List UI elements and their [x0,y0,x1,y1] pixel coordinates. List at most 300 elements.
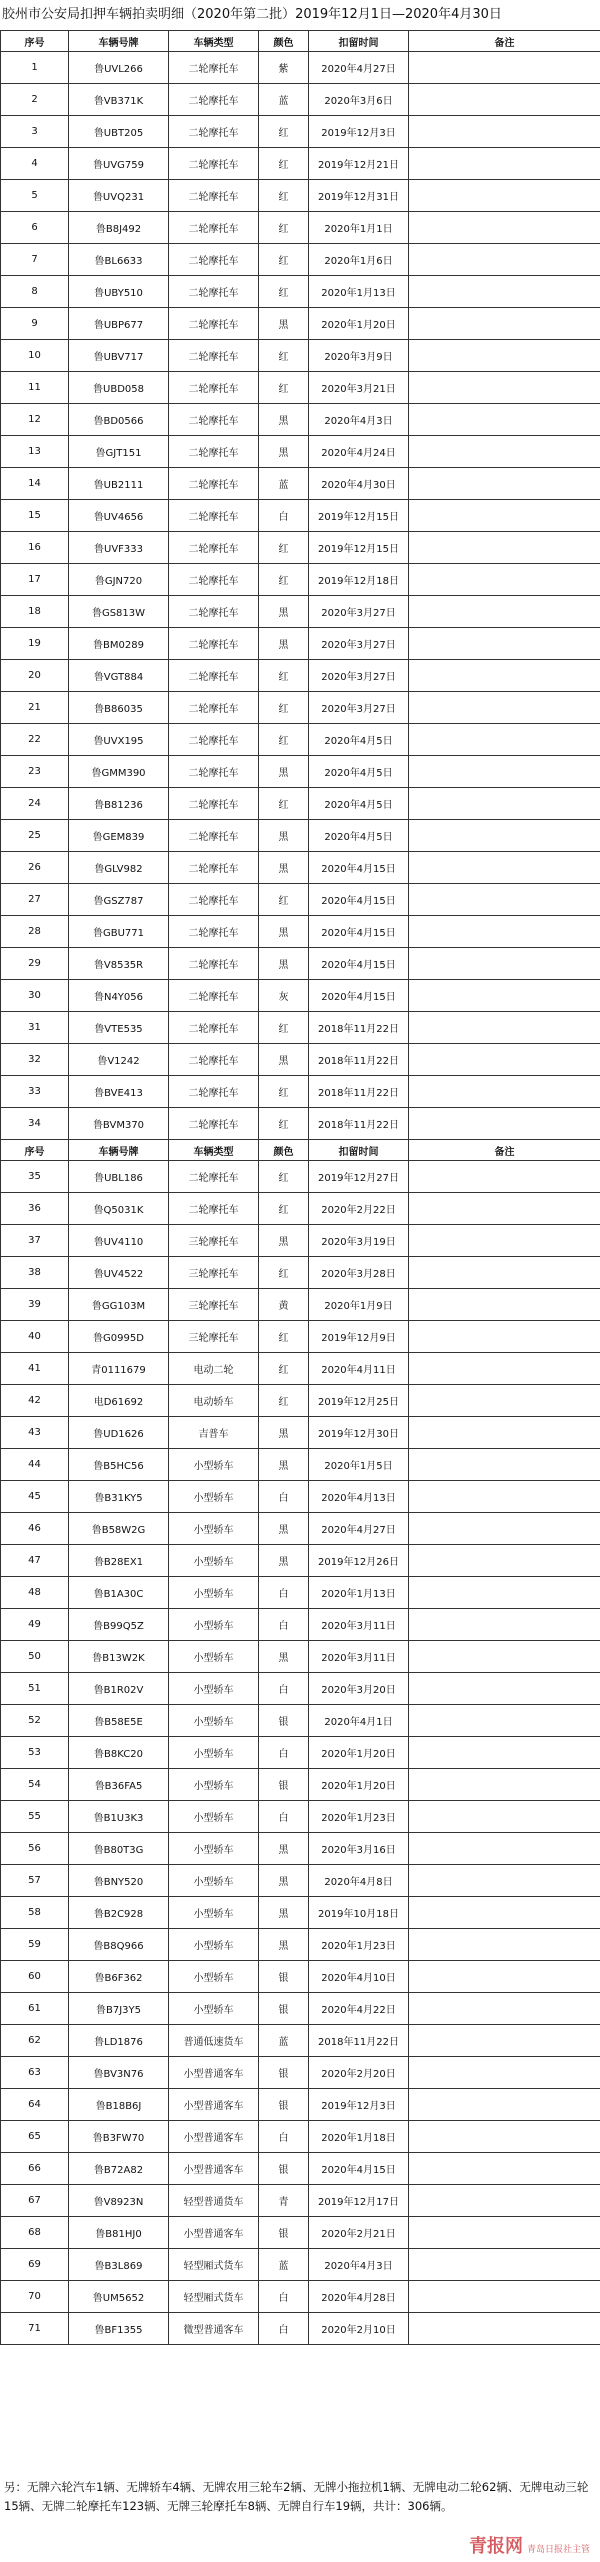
cell-color: 黑 [259,1929,309,1961]
table-row [1,2153,600,2185]
cell-remark [409,724,600,756]
cell-index: 37 [1,1225,69,1257]
cell-vehicle-type: 二轮摩托车 [169,84,259,116]
cell-remark [409,1833,600,1865]
cell-color: 白 [259,1609,309,1641]
cell-seized-date: 2020年3月6日 [309,84,409,116]
cell-index: 22 [1,724,69,756]
cell-color: 黑 [259,436,309,468]
cell-plate: 鲁UBD058 [69,372,169,404]
table-row [1,1076,600,1108]
cell-vehicle-type: 二轮摩托车 [169,1012,259,1044]
cell-plate: 鲁GG103M [69,1289,169,1321]
cell-remark [409,1321,600,1353]
table-row [1,1577,600,1609]
cell-seized-date: 2018年11月22日 [309,2025,409,2057]
cell-seized-date: 2019年12月3日 [309,2089,409,2121]
cell-seized-date: 2020年4月8日 [309,1865,409,1897]
cell-seized-date: 2020年4月1日 [309,1705,409,1737]
cell-index: 7 [1,244,69,276]
cell-index: 56 [1,1833,69,1865]
cell-color: 红 [259,660,309,692]
cell-seized-date: 2020年4月5日 [309,788,409,820]
cell-plate: 鲁V8535R [69,948,169,980]
table-row [1,84,600,116]
cell-index: 39 [1,1289,69,1321]
cell-index: 40 [1,1321,69,1353]
watermark-text: 青报网 [468,2536,523,2557]
watermark-subtext: 青岛日报社主管 [526,2545,590,2555]
cell-vehicle-type: 轻型厢式货车 [169,2249,259,2281]
cell-plate: 鲁B81236 [69,788,169,820]
table-row [1,1108,600,1140]
table-row [1,532,600,564]
cell-plate: 鲁GMM390 [69,756,169,788]
table-row [1,660,600,692]
cell-plate: 鲁B6F362 [69,1961,169,1993]
col-header-color: 颜色 [259,31,309,52]
cell-index: 5 [1,180,69,212]
cell-remark [409,1641,600,1673]
cell-vehicle-type: 微型普通客车 [169,2313,259,2345]
cell-vehicle-type: 二轮摩托车 [169,1108,259,1140]
cell-remark [409,2249,600,2281]
cell-color: 黑 [259,948,309,980]
cell-color: 黑 [259,1225,309,1257]
table-row [1,820,600,852]
cell-seized-date: 2020年4月22日 [309,1993,409,2025]
col-header-type: 车辆类型 [169,31,259,52]
cell-remark [409,980,600,1012]
cell-remark [409,372,600,404]
table-row [1,1897,600,1929]
cell-color: 黑 [259,1545,309,1577]
table-row [1,1353,600,1385]
cell-remark [409,308,600,340]
cell-remark [409,1076,600,1108]
cell-remark [409,1108,600,1140]
cell-plate: 鲁BM0289 [69,628,169,660]
cell-color: 黑 [259,308,309,340]
cell-plate: 鲁UVL266 [69,52,169,84]
cell-seized-date: 2020年2月20日 [309,2057,409,2089]
cell-vehicle-type: 小型轿车 [169,1513,259,1545]
cell-color: 蓝 [259,2249,309,2281]
cell-plate: 鲁B58E5E [69,1705,169,1737]
cell-seized-date: 2020年3月27日 [309,596,409,628]
table-row [1,1801,600,1833]
cell-vehicle-type: 二轮摩托车 [169,500,259,532]
cell-color: 红 [259,372,309,404]
cell-seized-date: 2020年4月5日 [309,820,409,852]
table-row [1,1417,600,1449]
table-row [1,1961,600,1993]
cell-remark [409,1225,600,1257]
cell-color: 黑 [259,596,309,628]
col-header-index: 序号 [1,1140,69,1161]
cell-vehicle-type: 二轮摩托车 [169,564,259,596]
cell-remark [409,436,600,468]
cell-remark [409,340,600,372]
table-row [1,1865,600,1897]
cell-color: 白 [259,1801,309,1833]
cell-remark [409,1044,600,1076]
cell-seized-date: 2020年1月20日 [309,1737,409,1769]
cell-plate: 鲁UM5652 [69,2281,169,2313]
cell-plate: 鲁V8923N [69,2185,169,2217]
table-row [1,2025,600,2057]
cell-index: 35 [1,1161,69,1193]
cell-plate: 鲁B81HJ0 [69,2217,169,2249]
table-row [1,2281,600,2313]
cell-seized-date: 2019年12月31日 [309,180,409,212]
cell-seized-date: 2020年3月27日 [309,692,409,724]
cell-plate: 鲁BF1355 [69,2313,169,2345]
cell-vehicle-type: 二轮摩托车 [169,116,259,148]
cell-plate: 鲁GBU771 [69,916,169,948]
cell-index: 36 [1,1193,69,1225]
cell-remark [409,1417,600,1449]
cell-plate: 鲁B58W2G [69,1513,169,1545]
table-row [1,1513,600,1545]
cell-plate: 鲁G0995D [69,1321,169,1353]
table-row [1,628,600,660]
cell-seized-date: 2018年11月22日 [309,1076,409,1108]
table-row [1,244,600,276]
cell-seized-date: 2020年3月27日 [309,628,409,660]
cell-seized-date: 2020年4月28日 [309,2281,409,2313]
cell-remark [409,1577,600,1609]
table-row [1,1833,600,1865]
cell-vehicle-type: 二轮摩托车 [169,852,259,884]
table-row [1,1321,600,1353]
cell-index: 17 [1,564,69,596]
table-row [1,1673,600,1705]
cell-remark [409,756,600,788]
cell-seized-date: 2020年3月28日 [309,1257,409,1289]
cell-vehicle-type: 二轮摩托车 [169,756,259,788]
cell-vehicle-type: 二轮摩托车 [169,1161,259,1193]
cell-plate: 鲁UB2111 [69,468,169,500]
table-row [1,2185,600,2217]
cell-remark [409,1481,600,1513]
cell-vehicle-type: 小型普通客车 [169,2057,259,2089]
cell-vehicle-type: 二轮摩托车 [169,628,259,660]
cell-remark [409,692,600,724]
cell-color: 黑 [259,404,309,436]
cell-color: 红 [259,884,309,916]
cell-plate: 鲁BVE413 [69,1076,169,1108]
cell-seized-date: 2020年4月27日 [309,52,409,84]
col-header-plate: 车辆号牌 [69,31,169,52]
cell-remark [409,1673,600,1705]
cell-plate: 鲁UBP677 [69,308,169,340]
cell-plate: 鲁B3FW70 [69,2121,169,2153]
cell-color: 黑 [259,820,309,852]
table-row [1,2057,600,2089]
cell-index: 68 [1,2217,69,2249]
cell-color: 红 [259,276,309,308]
table-row [1,564,600,596]
cell-plate: 鲁B36FA5 [69,1769,169,1801]
cell-index: 70 [1,2281,69,2313]
cell-plate: 鲁B5HC56 [69,1449,169,1481]
cell-color: 白 [259,1577,309,1609]
cell-index: 50 [1,1641,69,1673]
cell-vehicle-type: 二轮摩托车 [169,436,259,468]
cell-remark [409,116,600,148]
cell-index: 46 [1,1513,69,1545]
cell-vehicle-type: 二轮摩托车 [169,180,259,212]
cell-seized-date: 2019年10月18日 [309,1897,409,1929]
cell-remark [409,884,600,916]
cell-vehicle-type: 小型轿车 [169,1449,259,1481]
table-row [1,724,600,756]
cell-color: 红 [259,1076,309,1108]
cell-plate: 鲁B2C928 [69,1897,169,1929]
cell-vehicle-type: 小型普通客车 [169,2121,259,2153]
cell-seized-date: 2018年11月22日 [309,1108,409,1140]
table-row [1,276,600,308]
cell-seized-date: 2020年1月13日 [309,1577,409,1609]
cell-seized-date: 2020年4月5日 [309,724,409,756]
cell-color: 红 [259,1161,309,1193]
cell-vehicle-type: 二轮摩托车 [169,692,259,724]
cell-remark [409,52,600,84]
cell-vehicle-type: 三轮摩托车 [169,1257,259,1289]
cell-seized-date: 2020年4月5日 [309,756,409,788]
cell-index: 65 [1,2121,69,2153]
cell-color: 白 [259,2281,309,2313]
cell-seized-date: 2019年12月26日 [309,1545,409,1577]
cell-vehicle-type: 小型轿车 [169,1929,259,1961]
cell-color: 蓝 [259,468,309,500]
cell-remark [409,596,600,628]
cell-vehicle-type: 小型普通客车 [169,2217,259,2249]
cell-seized-date: 2020年4月30日 [309,468,409,500]
table-row [1,1641,600,1673]
table-row [1,2121,600,2153]
cell-index: 64 [1,2089,69,2121]
cell-seized-date: 2020年4月15日 [309,948,409,980]
table-row [1,340,600,372]
cell-color: 黑 [259,1641,309,1673]
cell-plate: 鲁UBL186 [69,1161,169,1193]
cell-index: 41 [1,1353,69,1385]
cell-vehicle-type: 二轮摩托车 [169,916,259,948]
cell-index: 26 [1,852,69,884]
cell-seized-date: 2019年12月25日 [309,1385,409,1417]
table-row [1,2313,600,2345]
col-header-remark: 备注 [409,1140,600,1161]
col-header-date: 扣留时间 [309,31,409,52]
cell-plate: 鲁B99Q5Z [69,1609,169,1641]
cell-color: 黑 [259,628,309,660]
cell-plate: 鲁B3L869 [69,2249,169,2281]
cell-vehicle-type: 吉普车 [169,1417,259,1449]
cell-plate: 鲁N4Y056 [69,980,169,1012]
cell-color: 蓝 [259,2025,309,2057]
cell-plate: 鲁UVF333 [69,532,169,564]
cell-plate: 鲁Q5031K [69,1193,169,1225]
cell-seized-date: 2020年4月3日 [309,2249,409,2281]
cell-remark [409,1449,600,1481]
cell-color: 红 [259,1193,309,1225]
cell-index: 52 [1,1705,69,1737]
cell-color: 黑 [259,1044,309,1076]
cell-color: 白 [259,1737,309,1769]
cell-color: 银 [259,1705,309,1737]
cell-index: 42 [1,1385,69,1417]
cell-vehicle-type: 二轮摩托车 [169,1193,259,1225]
table-row [1,916,600,948]
cell-plate: 鲁V1242 [69,1044,169,1076]
cell-vehicle-type: 二轮摩托车 [169,660,259,692]
cell-index: 3 [1,116,69,148]
cell-color: 红 [259,1353,309,1385]
cell-vehicle-type: 二轮摩托车 [169,532,259,564]
table-row [1,1609,600,1641]
cell-remark [409,1609,600,1641]
cell-plate: 鲁UV4656 [69,500,169,532]
cell-plate: 鲁B72A82 [69,2153,169,2185]
table-row [1,1993,600,2025]
cell-vehicle-type: 小型轿车 [169,1609,259,1641]
cell-seized-date: 2019年12月9日 [309,1321,409,1353]
cell-plate: 电D61692 [69,1385,169,1417]
cell-plate: 鲁B8Q966 [69,1929,169,1961]
cell-index: 15 [1,500,69,532]
cell-plate: 鲁B8KC20 [69,1737,169,1769]
col-header-index: 序号 [1,31,69,52]
cell-vehicle-type: 小型轿车 [169,1705,259,1737]
cell-plate: 鲁B86035 [69,692,169,724]
cell-remark [409,1993,600,2025]
cell-index: 34 [1,1108,69,1140]
cell-vehicle-type: 二轮摩托车 [169,724,259,756]
table-row [1,180,600,212]
cell-remark [409,1257,600,1289]
table-row [1,1044,600,1076]
cell-seized-date: 2020年3月16日 [309,1833,409,1865]
cell-color: 银 [259,1961,309,1993]
cell-seized-date: 2020年3月9日 [309,340,409,372]
cell-remark [409,2313,600,2345]
cell-color: 红 [259,340,309,372]
cell-seized-date: 2020年4月15日 [309,2153,409,2185]
table-row [1,1012,600,1044]
col-header-color: 颜色 [259,1140,309,1161]
cell-index: 67 [1,2185,69,2217]
cell-vehicle-type: 轻型厢式货车 [169,2281,259,2313]
cell-index: 6 [1,212,69,244]
cell-color: 红 [259,1385,309,1417]
cell-vehicle-type: 三轮摩托车 [169,1321,259,1353]
cell-seized-date: 2018年11月22日 [309,1044,409,1076]
cell-plate: 鲁BVM370 [69,1108,169,1140]
table-row [1,692,600,724]
table-row [1,372,600,404]
cell-index: 10 [1,340,69,372]
table-row [1,1193,600,1225]
cell-color: 红 [259,724,309,756]
cell-index: 54 [1,1769,69,1801]
cell-index: 28 [1,916,69,948]
cell-plate: 鲁UV4522 [69,1257,169,1289]
cell-seized-date: 2019年12月15日 [309,532,409,564]
cell-vehicle-type: 普通低速货车 [169,2025,259,2057]
cell-seized-date: 2020年4月13日 [309,1481,409,1513]
cell-seized-date: 2019年12月3日 [309,116,409,148]
cell-color: 银 [259,2217,309,2249]
cell-vehicle-type: 二轮摩托车 [169,372,259,404]
cell-vehicle-type: 三轮摩托车 [169,1289,259,1321]
col-header-remark: 备注 [409,31,600,52]
cell-color: 黄 [259,1289,309,1321]
cell-index: 38 [1,1257,69,1289]
cell-vehicle-type: 二轮摩托车 [169,52,259,84]
table-row [1,212,600,244]
cell-vehicle-type: 二轮摩托车 [169,340,259,372]
cell-color: 蓝 [259,84,309,116]
cell-vehicle-type: 小型普通客车 [169,2089,259,2121]
table-row [1,1161,600,1193]
table-row [1,2089,600,2121]
cell-plate: 鲁B7J3Y5 [69,1993,169,2025]
cell-index: 53 [1,1737,69,1769]
cell-remark [409,1289,600,1321]
cell-color: 黑 [259,1897,309,1929]
cell-index: 27 [1,884,69,916]
table-row [1,1545,600,1577]
cell-color: 银 [259,1769,309,1801]
cell-color: 黑 [259,1833,309,1865]
cell-plate: 鲁B80T3G [69,1833,169,1865]
cell-plate: 鲁B8J492 [69,212,169,244]
cell-index: 32 [1,1044,69,1076]
cell-plate: 鲁UV4110 [69,1225,169,1257]
cell-vehicle-type: 小型轿车 [169,1481,259,1513]
cell-vehicle-type: 二轮摩托车 [169,404,259,436]
table-row [1,308,600,340]
cell-index: 61 [1,1993,69,2025]
cell-vehicle-type: 小型轿车 [169,1641,259,1673]
cell-index: 47 [1,1545,69,1577]
cell-index: 18 [1,596,69,628]
cell-seized-date: 2020年4月15日 [309,884,409,916]
cell-seized-date: 2020年3月21日 [309,372,409,404]
table-row [1,52,600,84]
cell-plate: 鲁B1A30C [69,1577,169,1609]
table-row [1,1929,600,1961]
cell-vehicle-type: 二轮摩托车 [169,1076,259,1108]
table-row [1,116,600,148]
cell-remark [409,404,600,436]
cell-plate: 鲁UBY510 [69,276,169,308]
cell-plate: 鲁UBV717 [69,340,169,372]
cell-seized-date: 2019年12月17日 [309,2185,409,2217]
cell-seized-date: 2020年2月21日 [309,2217,409,2249]
cell-vehicle-type: 二轮摩托车 [169,212,259,244]
cell-color: 红 [259,1257,309,1289]
cell-index: 45 [1,1481,69,1513]
watermark-logo [469,2532,590,2558]
cell-index: 48 [1,1577,69,1609]
cell-seized-date: 2019年12月21日 [309,148,409,180]
table-row [1,1481,600,1513]
cell-index: 44 [1,1449,69,1481]
table-row [1,1385,600,1417]
